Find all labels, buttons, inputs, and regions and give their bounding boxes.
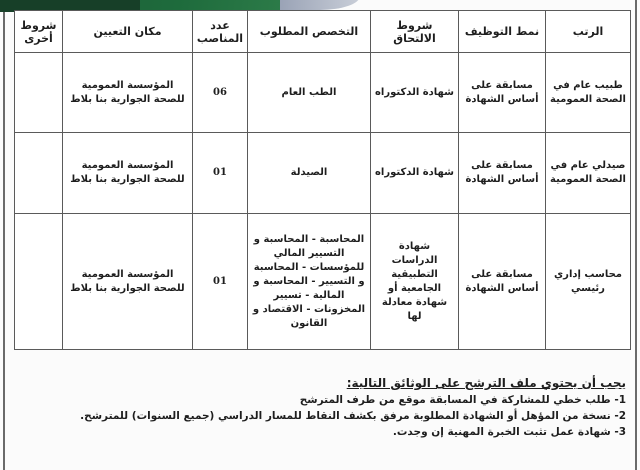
cell-rank: صيدلي عام في الصحة العمومية xyxy=(546,133,631,214)
document-item: 3- شهادة عمل تثبت الخبرة المهنية إن وجدت. xyxy=(392,426,626,438)
cell-location: المؤسسة العمومية للصحة الجوارية بنا بلاط xyxy=(63,214,193,350)
cell-other xyxy=(15,53,63,133)
cell-other xyxy=(15,214,63,350)
document-item: 1- طلب خطي للمشاركة في المسابقة موقع من طرف المترشح xyxy=(299,394,626,406)
cell-conditions: شهادة الدراسات التطبيقية الجامعية أو شهادة معادلة لها xyxy=(371,214,459,350)
cell-location: المؤسسة العمومية للصحة الجوارية بنا بلاط xyxy=(63,133,193,214)
header-rank: الرتب xyxy=(546,11,631,53)
header-other: شروط أخرى xyxy=(15,11,63,53)
cell-positions: 06 xyxy=(193,53,248,133)
cell-conditions: شهادة الدكتوراه xyxy=(371,53,459,133)
cell-specialty: الطب العام xyxy=(248,53,371,133)
table-row xyxy=(15,53,631,133)
header-conditions: شروط الالتحاق xyxy=(371,11,459,53)
cell-recruitment-mode: مسابقة على أساس الشهادة xyxy=(459,133,546,214)
table-row xyxy=(15,214,631,350)
table-row xyxy=(15,133,631,214)
cell-rank: محاسب إداري رئيسي xyxy=(546,214,631,350)
cell-recruitment-mode: مسابقة على أساس الشهادة xyxy=(459,214,546,350)
header-location: مكان التعيين xyxy=(63,11,193,53)
cell-conditions: شهادة الدكتوراه xyxy=(371,133,459,214)
banner-grey-stripe xyxy=(280,0,360,10)
cell-location: المؤسسة العمومية للصحة الجوارية بنا بلاط xyxy=(63,53,193,133)
table-header-row xyxy=(15,11,631,53)
documents-title: يجب أن يحتوي ملف الترشح على الوثائق التالية: xyxy=(346,376,626,390)
header-recruitment-mode: نمط التوظيف xyxy=(459,11,546,53)
cell-recruitment-mode: مسابقة على أساس الشهادة xyxy=(459,53,546,133)
page-border-left xyxy=(3,0,5,470)
positions-table xyxy=(14,10,631,350)
cell-rank: طبيب عام في الصحة العمومية xyxy=(546,53,631,133)
cell-positions: 01 xyxy=(193,133,248,214)
required-documents xyxy=(26,374,626,440)
header-specialty: التخصص المطلوب xyxy=(248,11,371,53)
cell-specialty: الصيدلة xyxy=(248,133,371,214)
document-item: 2- نسخة من المؤهل أو الشهادة المطلوبة مرفق بكشف النقاط للمسار الدراسي (جميع السنوات) للمترشح. xyxy=(80,410,626,422)
cell-specialty: المحاسبة - المحاسبة و التسيير المالي للمؤسسات - المحاسبة و التسيير - المحاسبة و المالية - تسيير المخزونات - الاقتصاد و القانون xyxy=(248,214,371,350)
cell-positions: 01 xyxy=(193,214,248,350)
page-border-right xyxy=(635,0,637,470)
header-positions: عدد المناصب xyxy=(193,11,248,53)
cell-other xyxy=(15,133,63,214)
